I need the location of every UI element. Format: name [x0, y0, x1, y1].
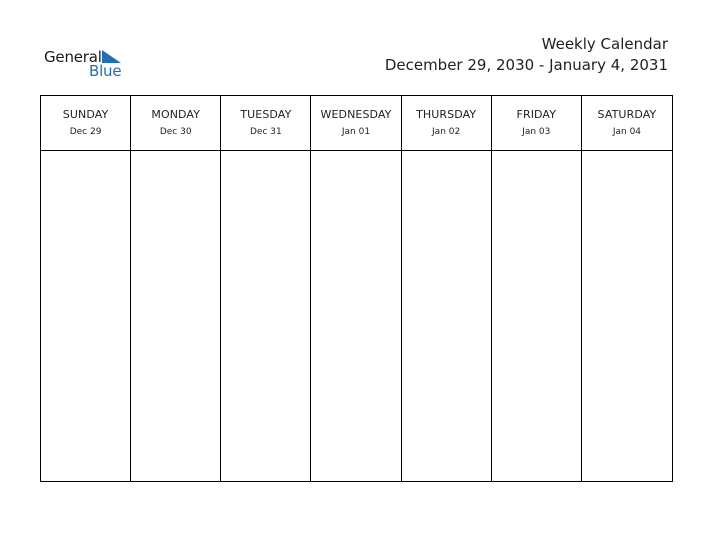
day-header-tuesday — [221, 96, 311, 151]
day-name: WEDNESDAY — [320, 108, 392, 121]
day-cell-friday[interactable] — [492, 151, 582, 481]
day-date: Jan 04 — [612, 127, 642, 137]
day-date: Dec 29 — [69, 127, 102, 137]
day-header-saturday — [582, 96, 672, 151]
day-date: Jan 02 — [432, 127, 461, 137]
weekly-calendar-grid — [40, 95, 673, 482]
day-name: SUNDAY — [62, 108, 109, 121]
day-cell-thursday[interactable] — [402, 151, 492, 481]
day-header-sunday — [41, 96, 131, 151]
logo-general-text: General — [44, 48, 102, 66]
page-title: Weekly Calendar — [541, 35, 668, 53]
day-header-wednesday — [311, 96, 401, 151]
day-date: Jan 01 — [341, 127, 371, 137]
day-name: MONDAY — [151, 108, 201, 121]
day-cell-monday[interactable] — [131, 151, 221, 481]
day-header-thursday — [402, 96, 492, 151]
day-name: TUESDAY — [240, 108, 292, 121]
day-date: Dec 30 — [159, 127, 192, 137]
day-cell-sunday[interactable] — [41, 151, 131, 481]
logo — [44, 46, 134, 82]
day-cell-wednesday[interactable] — [311, 151, 401, 481]
day-date: Dec 31 — [249, 127, 282, 137]
day-name: SATURDAY — [597, 108, 657, 121]
date-range: December 29, 2030 - January 4, 2031 — [384, 56, 668, 74]
day-cell-tuesday[interactable] — [221, 151, 311, 481]
day-cell-saturday[interactable] — [582, 151, 672, 481]
logo-blue-text: Blue — [89, 62, 122, 80]
day-name: FRIDAY — [516, 108, 557, 121]
page-header — [385, 34, 668, 76]
day-date: Jan 03 — [522, 127, 551, 137]
day-name: THURSDAY — [416, 108, 477, 121]
day-header-friday — [492, 96, 582, 151]
day-header-monday — [131, 96, 221, 151]
